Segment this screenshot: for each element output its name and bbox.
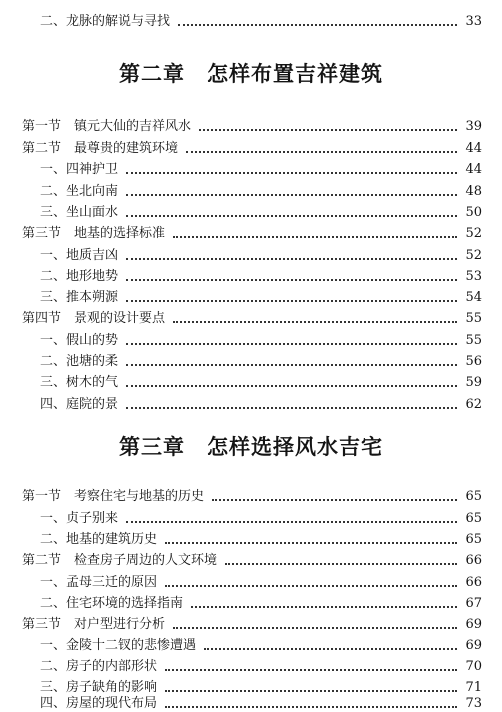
toc-subsection (40, 528, 482, 548)
toc-entry-page: 65 (465, 532, 482, 547)
dot-leader (212, 499, 457, 501)
dot-leader (126, 385, 457, 387)
toc-entry-label: 四、房屋的现代布局 (40, 696, 158, 711)
toc-entry-label: 二、房子的内部形状 (40, 659, 158, 674)
dot-leader (173, 627, 457, 629)
dot-leader (165, 706, 457, 708)
chapter-name: 怎样选择风水吉宅 (207, 434, 383, 459)
dot-leader (165, 669, 457, 671)
toc-entry-label: 一、金陵十二钗的悲惨遭遇 (40, 638, 197, 653)
toc-entry-page: 52 (465, 226, 482, 241)
toc-entry-page: 55 (465, 333, 482, 348)
dot-leader (165, 585, 457, 587)
chapter-number: 第二章 (119, 61, 185, 86)
dot-leader (178, 24, 457, 26)
toc-entry-page: 62 (465, 397, 482, 412)
toc-entry-page: 48 (465, 184, 482, 199)
toc-subsection (40, 371, 482, 391)
toc-section (22, 307, 482, 327)
dot-leader (225, 563, 457, 565)
toc-entry-page: 59 (465, 375, 482, 390)
toc-entry-page: 39 (465, 119, 482, 134)
chapter-number: 第三章 (119, 434, 185, 459)
toc-section (22, 549, 482, 569)
toc-entry-label: 二、龙脉的解说与寻找 (40, 14, 171, 29)
chapter-title (0, 60, 502, 88)
toc-entry-page: 50 (465, 205, 482, 220)
toc-subsection (40, 692, 482, 712)
toc-entry-page: 69 (465, 638, 482, 653)
toc-subsection (40, 201, 482, 221)
toc-entry-page: 44 (465, 141, 482, 156)
toc-entry-label: 一、四神护卫 (40, 162, 119, 177)
toc-entry-label: 三、坐山面水 (40, 205, 119, 220)
dot-leader (186, 151, 457, 153)
dot-leader (126, 364, 457, 366)
chapter-name: 怎样布置吉祥建筑 (207, 61, 383, 86)
toc-section (22, 485, 482, 505)
toc-entry-page: 53 (465, 269, 482, 284)
toc-subsection (40, 350, 482, 370)
toc-entry-page: 73 (465, 696, 482, 711)
toc-entry-page: 65 (465, 511, 482, 526)
toc-entry-label: 二、地形地势 (40, 269, 119, 284)
dot-leader (126, 258, 457, 260)
toc-entry-page: 71 (465, 680, 482, 695)
dot-leader (126, 343, 457, 345)
toc-entry-label: 一、贞子别来 (40, 511, 119, 526)
toc-entry-page: 67 (465, 596, 482, 611)
toc-entry-label: 二、坐北向南 (40, 184, 119, 199)
dot-leader (126, 300, 457, 302)
toc-entry-label: 第一节 考察住宅与地基的历史 (22, 489, 205, 504)
toc-subsection (40, 592, 482, 612)
toc-entry-label: 第一节 镇元大仙的吉祥风水 (22, 119, 192, 134)
toc-entry-label: 三、房子缺角的影响 (40, 680, 158, 695)
toc-subsection (40, 329, 482, 349)
dot-leader (173, 321, 457, 323)
toc-section (22, 137, 482, 157)
toc-entry-label: 一、地质吉凶 (40, 248, 119, 263)
dot-leader (126, 215, 457, 217)
dot-leader (126, 407, 457, 409)
toc-entry-page: 56 (465, 354, 482, 369)
dot-leader (126, 279, 457, 281)
toc-entry-page: 69 (465, 617, 482, 632)
toc-entry-label: 二、池塘的柔 (40, 354, 119, 369)
toc-section (22, 222, 482, 242)
toc-subsection (40, 507, 482, 527)
dot-leader (126, 194, 457, 196)
dot-leader (199, 129, 457, 131)
toc-subsection (40, 634, 482, 654)
toc-entry-page: 52 (465, 248, 482, 263)
toc-entry-page: 66 (465, 575, 482, 590)
toc-entry-label: 二、住宅环境的选择指南 (40, 596, 184, 611)
toc-entry-page: 55 (465, 311, 482, 326)
toc-subsection (40, 655, 482, 675)
toc-section (22, 613, 482, 633)
toc-subsection (40, 180, 482, 200)
toc-subsection (40, 286, 482, 306)
toc-subsection (40, 244, 482, 264)
toc-entry-label: 四、庭院的景 (40, 397, 119, 412)
toc-section (22, 115, 482, 135)
toc-entry-page: 70 (465, 659, 482, 674)
toc-entry-page: 54 (465, 290, 482, 305)
toc-entry-label: 三、推本朔源 (40, 290, 119, 305)
dot-leader (191, 606, 457, 608)
dot-leader (165, 542, 457, 544)
toc-entry-page: 65 (465, 489, 482, 504)
toc-entry-label: 第四节 景观的设计要点 (22, 311, 166, 326)
toc-entry (40, 10, 482, 30)
dot-leader (204, 648, 457, 650)
toc-subsection (40, 393, 482, 413)
toc-entry-label: 二、地基的建筑历史 (40, 532, 158, 547)
dot-leader (126, 521, 457, 523)
toc-subsection (40, 265, 482, 285)
chapter-title (0, 433, 502, 461)
toc-subsection (40, 158, 482, 178)
toc-entry-label: 第二节 最尊贵的建筑环境 (22, 141, 179, 156)
toc-entry-label: 第三节 地基的选择标准 (22, 226, 166, 241)
toc-entry-label: 第二节 检查房子周边的人文环境 (22, 553, 218, 568)
toc-entry-label: 一、孟母三迁的原因 (40, 575, 158, 590)
toc-entry-page: 44 (465, 162, 482, 177)
dot-leader (173, 236, 457, 238)
toc-entry-page: 33 (465, 14, 482, 29)
toc-entry-label: 三、树木的气 (40, 375, 119, 390)
toc-subsection (40, 571, 482, 591)
toc-entry-label: 一、假山的势 (40, 333, 119, 348)
toc-entry-label: 第三节 对户型进行分析 (22, 617, 166, 632)
dot-leader (126, 172, 457, 174)
toc-entry-page: 66 (465, 553, 482, 568)
